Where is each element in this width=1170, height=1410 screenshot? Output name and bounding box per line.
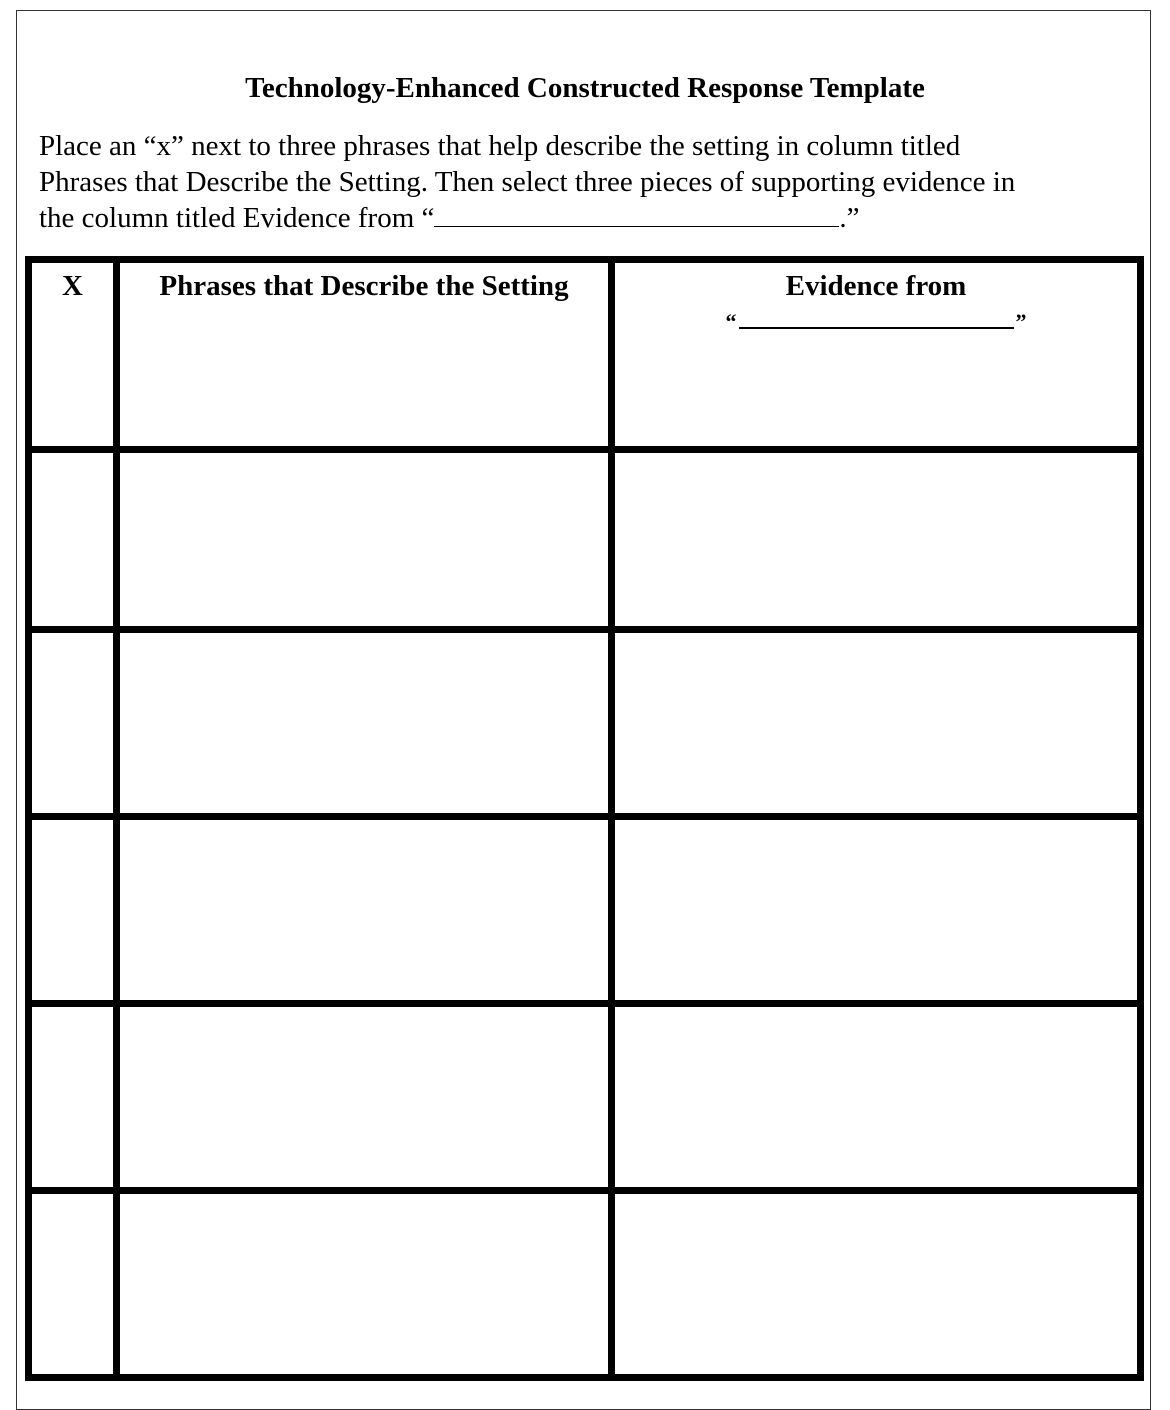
table-row (29, 450, 1141, 630)
cell-evidence[interactable] (612, 817, 1141, 1004)
header-evidence (612, 260, 1141, 450)
header-evidence-blank-line (615, 305, 1137, 335)
cell-evidence[interactable] (612, 1191, 1141, 1378)
cell-x[interactable] (29, 1191, 117, 1378)
table-row (29, 817, 1141, 1004)
instructions-line-3-suffix: .” (839, 202, 860, 234)
cell-phrase[interactable] (117, 630, 612, 817)
cell-evidence[interactable] (612, 450, 1141, 630)
table-row (29, 1191, 1141, 1378)
evidence-close-quote: ” (1015, 309, 1027, 334)
cell-evidence[interactable] (612, 630, 1141, 817)
header-x: X (29, 260, 117, 450)
evidence-title-blank (739, 305, 1014, 329)
evidence-open-quote: “ (725, 309, 737, 334)
table-row (29, 630, 1141, 817)
instructions-line-3-prefix: the column titled Evidence from “ (39, 202, 435, 234)
instructions-line-3 (39, 200, 1139, 236)
cell-phrase[interactable] (117, 450, 612, 630)
instructions-paragraph (39, 128, 1139, 236)
table-row (29, 1004, 1141, 1191)
cell-phrase[interactable] (117, 1004, 612, 1191)
cell-x[interactable] (29, 630, 117, 817)
table-header-row (29, 260, 1141, 450)
instructions-line-2: Phrases that Describe the Setting. Then select three pieces of supporting evidence in (39, 166, 1016, 198)
cell-evidence[interactable] (612, 1004, 1141, 1191)
cell-phrase[interactable] (117, 817, 612, 1004)
document-title: Technology-Enhanced Constructed Response Template (245, 72, 925, 104)
story-title-blank (434, 200, 839, 227)
header-phrases: Phrases that Describe the Setting (117, 260, 612, 450)
instructions-line-1: Place an “x” next to three phrases that help describe the setting in column titled (39, 130, 961, 162)
cell-phrase[interactable] (117, 1191, 612, 1378)
response-table (25, 256, 1144, 1381)
cell-x[interactable] (29, 450, 117, 630)
cell-x[interactable] (29, 817, 117, 1004)
header-evidence-label: Evidence from (785, 270, 967, 302)
cell-x[interactable] (29, 1004, 117, 1191)
